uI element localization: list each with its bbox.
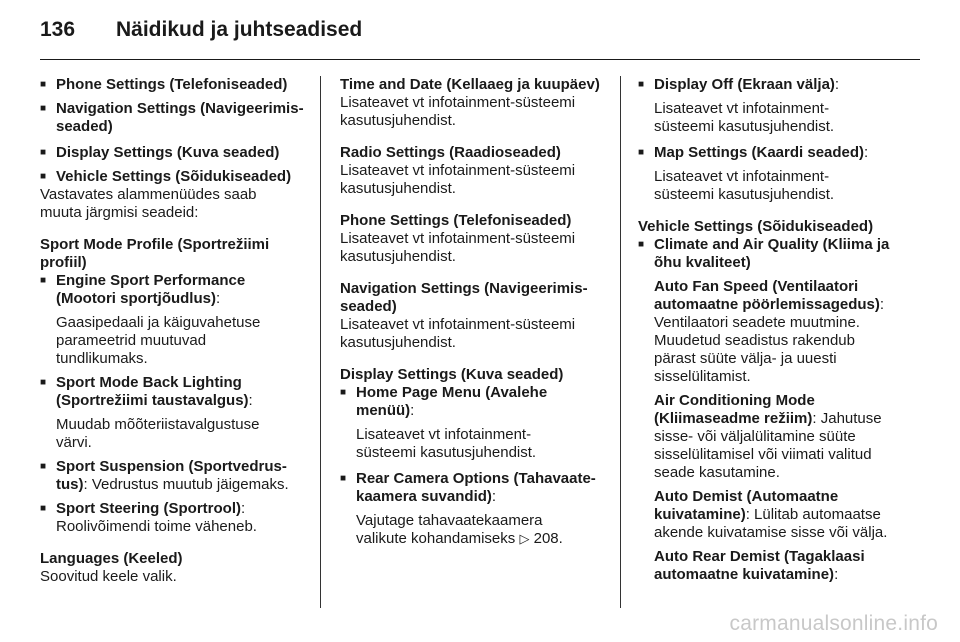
section-heading: Radio Settings (Raadioseaded) [340,144,561,161]
column-3 [638,76,914,584]
column-1 [40,76,306,586]
list-item: ■ Climate and Air Quality (Kliima ja õhu kvaliteet) [638,236,914,272]
list-item: ■ Display Off (Ekraan välja): [638,76,914,94]
header-rule [40,59,920,60]
section-text: Lisateavet vt infotainment-süsteemi kasutusjuhendist. [340,94,576,129]
page-header [40,18,362,48]
section-text: Lisateavet vt infotainment-süsteemi kasutusjuhendist. [340,316,576,351]
item-description: Gaasipedaali ja käiguvahetuse parameetrid muutuvad tundlikumaks. [56,314,261,367]
section-heading: Vehicle Settings (Sõidukiseaded) [638,218,874,235]
sub-item: Auto Rear Demist (Tagaklaasi automaatne kuivatamine): [654,548,865,583]
item-description: Lisateavet vt infotainment- süsteemi kasutusjuhendist. [654,100,835,135]
column-divider [320,76,321,608]
list-item: ■ Engine Sport Performance (Mootori sportjõudlus): [40,272,306,308]
list-item: ■ Sport Steering (Sportrool): Roolivõimendi toime väheneb. [40,500,306,536]
section-heading: Languages (Keeled) [40,550,183,567]
sub-item: Auto Fan Speed (Ventilaatori automaatne pöörlemissagedus): Ventilaatori seadete muutmine. Muudetud seadistus rakendub pärast süüte välja- ja uuesti sisselülitamist. [654,278,885,385]
item-description: Lisateavet vt infotainment- süsteemi kasutusjuhendist. [356,426,537,461]
intro-text: Vastavates alammenüüdes saab muuta järgmisi seadeid: [40,186,257,221]
page-ref-icon[interactable]: ▷ [519,531,530,546]
list-item: ■ Sport Suspension (Sportvedrus- tus): Vedrustus muutub jäigemaks. [40,458,306,494]
list-item: ■ Display Settings (Kuva seaded) [40,144,306,162]
section-heading: Navigation Settings (Navigeerimis- seaded) [340,280,588,315]
section-text: Lisateavet vt infotainment-süsteemi kasutusjuhendist. [340,162,576,197]
list-item: ■ Navigation Settings (Navigeerimis- seaded) [40,100,306,136]
list-item: ■ Rear Camera Options (Tahavaate- kaamera suvandid): [340,470,608,506]
chapter-title: Näidikud ja juhtseadised [116,18,363,41]
watermark: carmanualsonline.info [729,612,938,635]
item-description: Muudab mõõteriistavalgustuse värvi. [56,416,260,451]
column-2 [340,76,608,548]
section-text: Soovitud keele valik. [40,568,177,585]
column-divider [620,76,621,608]
list-item: ■ Map Settings (Kaardi seaded): [638,144,914,162]
list-item: ■ Phone Settings (Telefoniseaded) [40,76,306,94]
section-heading: Phone Settings (Telefoniseaded) [340,212,572,229]
list-item: ■ Home Page Menu (Avalehe menüü): [340,384,608,420]
sub-item: Auto Demist (Automaatne kuivatamine): Lülitab automaatse akende kuivatamise sisse või välja. [654,488,888,541]
section-text: Lisateavet vt infotainment-süsteemi kasutusjuhendist. [340,230,576,265]
item-description: Vajutage tahavaatekaamera valikute kohandamiseks ▷ 208. [356,512,563,547]
page-number: 136 [40,18,76,41]
section-heading: Sport Mode Profile (Sportrežiimi profiil) [40,236,270,271]
list-item: ■ Vehicle Settings (Sõidukiseaded) [40,168,306,186]
section-heading: Time and Date (Kellaaeg ja kuupäev) [340,76,600,93]
sub-item: Air Conditioning Mode (Kliimaseadme režiim): Jahutuse sisse- või väljalülitamine süüte sisselülitamisel või viimati valitud seade kasutamine. [654,392,882,481]
section-heading: Display Settings (Kuva seaded) [340,366,564,383]
list-item: ■ Sport Mode Back Lighting (Sportrežiimi taustavalgus): [40,374,306,410]
item-description: Lisateavet vt infotainment- süsteemi kasutusjuhendist. [654,168,835,203]
